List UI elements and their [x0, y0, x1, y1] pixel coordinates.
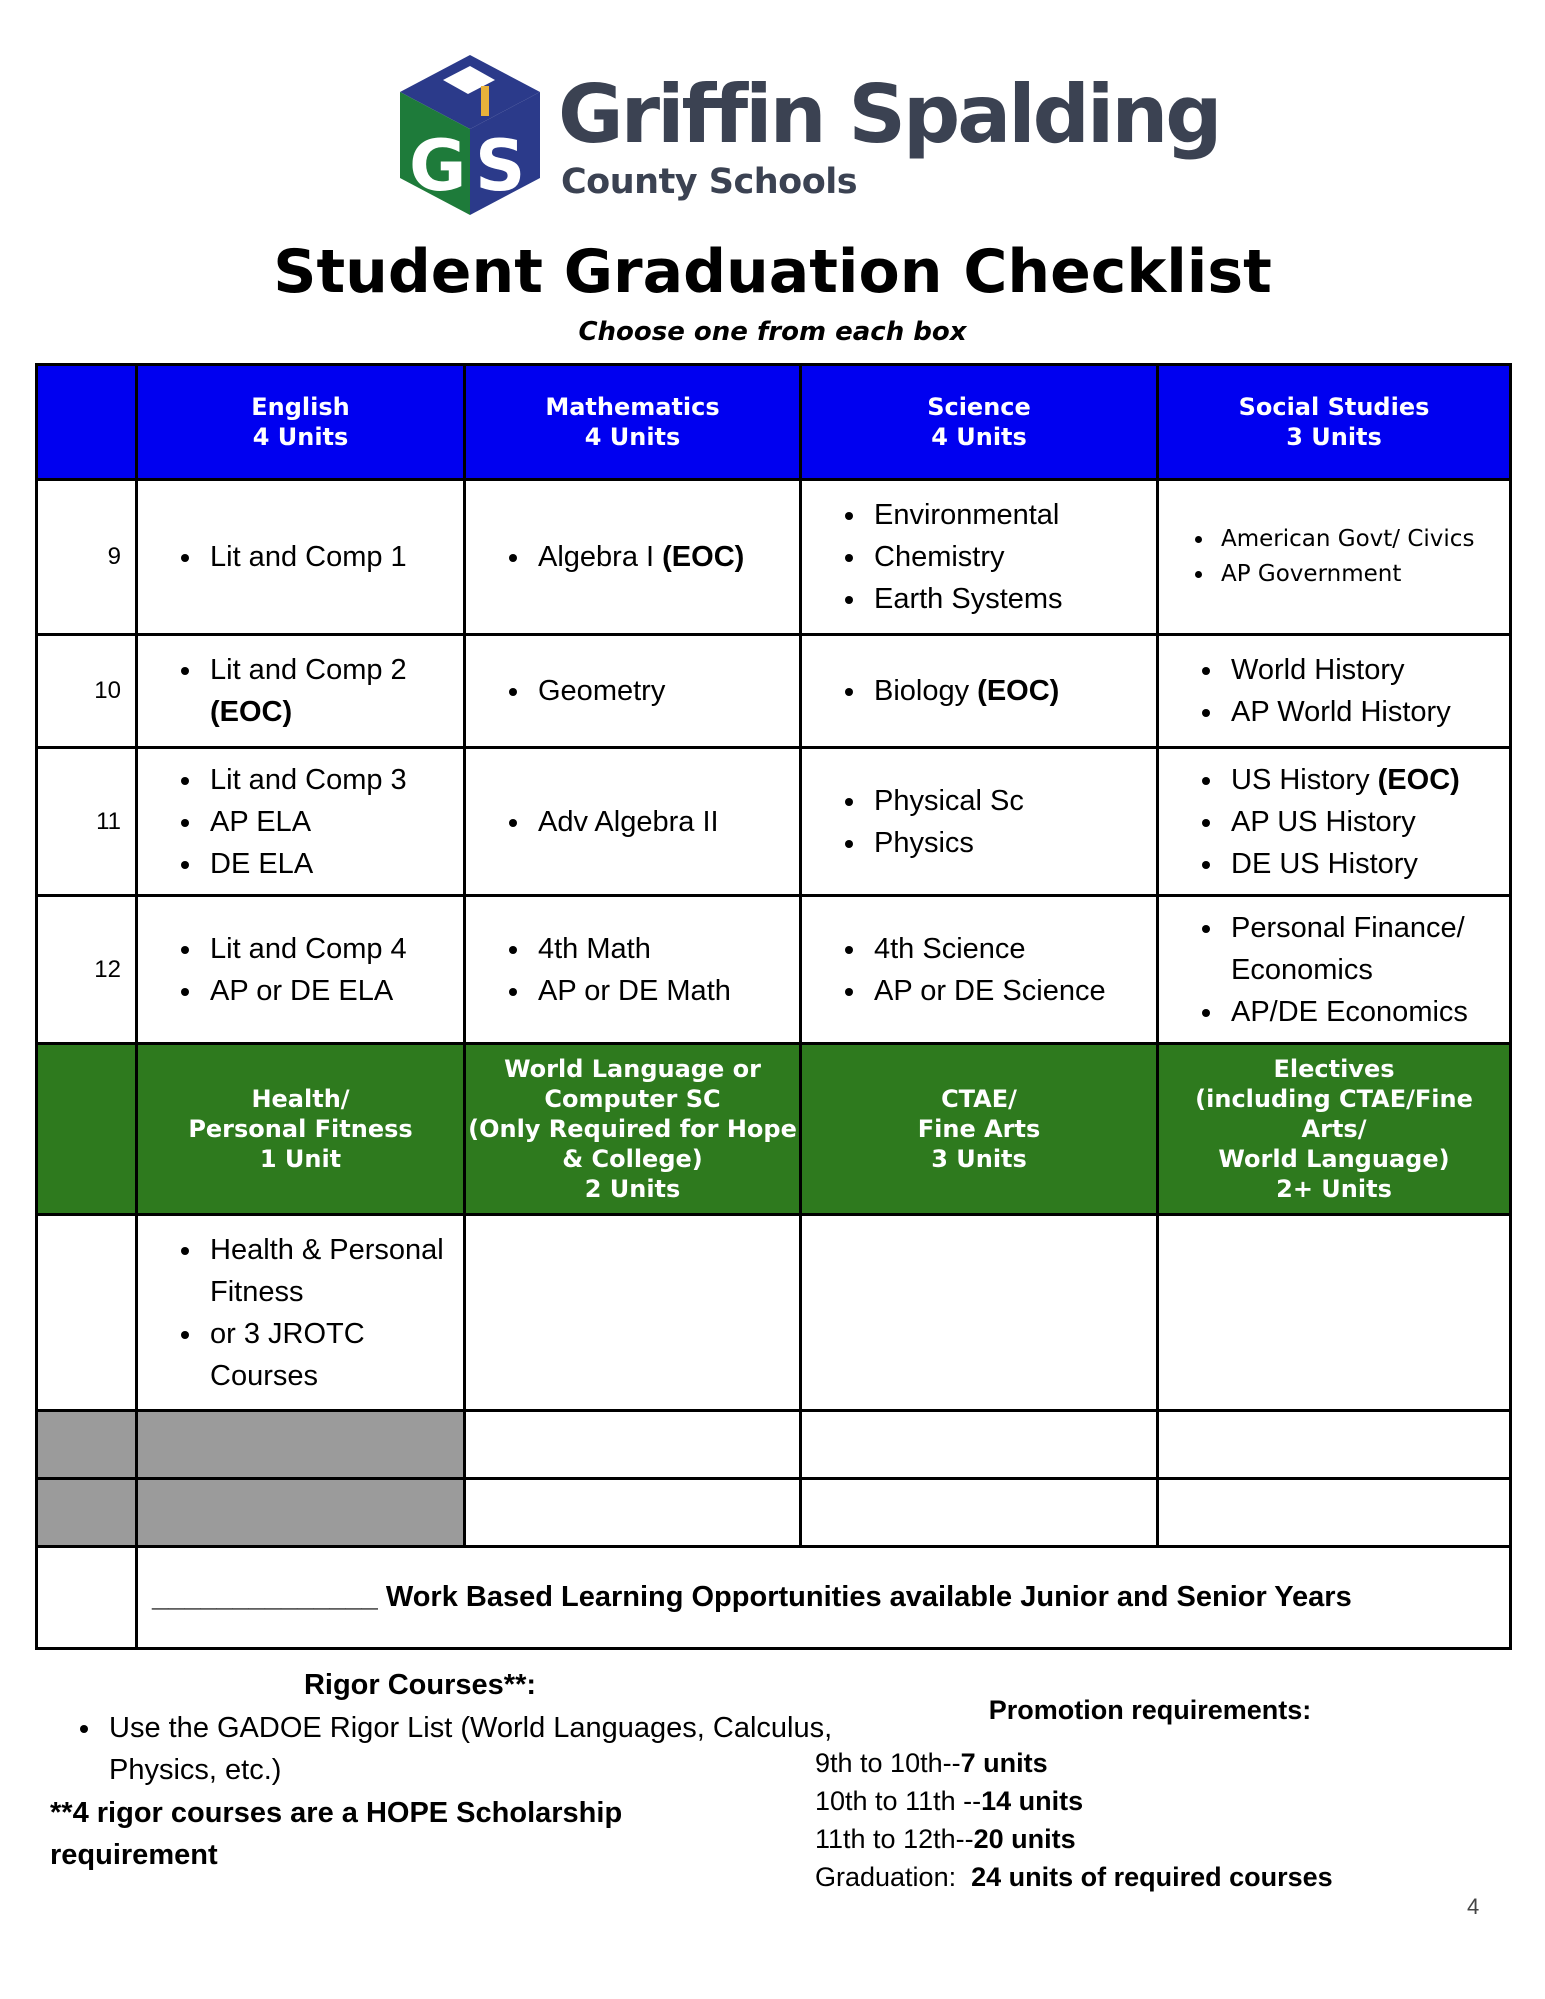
corner-cell: [37, 1044, 137, 1215]
course-cell: [801, 748, 1158, 896]
promotion-line: 11th to 12th--20 units: [815, 1824, 1076, 1854]
course-item: • 4th Math: [532, 928, 799, 970]
course-cell: [1158, 480, 1511, 635]
empty-cell: [465, 1411, 801, 1479]
course-item: • Lit and Comp 3: [204, 759, 463, 801]
course-item: • Lit and Comp 1: [204, 536, 463, 578]
header-line: World Language or: [504, 1055, 761, 1083]
course-cell: [137, 748, 465, 896]
course-item: • DE US History: [1225, 843, 1509, 885]
grade-label: 9: [37, 480, 137, 635]
header-line: CTAE/: [941, 1085, 1017, 1113]
grade-label: 10: [37, 635, 137, 748]
course-item: • Lit and Comp 2 (EOC): [204, 649, 463, 733]
grade-label: 11: [37, 748, 137, 896]
course-item: • AP ELA: [204, 801, 463, 843]
core-header-row: [37, 365, 1511, 480]
empty-cell: [801, 1215, 1158, 1411]
gs-cube-logo-icon: [395, 50, 545, 220]
promotion-line: 10th to 11th --14 units: [815, 1786, 1084, 1816]
health-header: [137, 1044, 465, 1215]
header-line: Fine Arts: [917, 1115, 1041, 1143]
promotion-line: Graduation: 24 units of required courses: [815, 1862, 1333, 1892]
course-item: • AP or DE Math: [532, 970, 799, 1012]
course-cell: [801, 480, 1158, 635]
blank-row: [37, 1411, 1511, 1479]
course-item: • Health & Personal Fitness: [204, 1229, 463, 1313]
course-cell: [137, 635, 465, 748]
course-cell: [1158, 748, 1511, 896]
course-item: • AP or DE Science: [868, 970, 1156, 1012]
course-item: • AP Government: [1215, 557, 1509, 592]
course-item: • Chemistry: [868, 536, 1156, 578]
header-line: & College): [562, 1145, 703, 1173]
course-cell: [465, 896, 801, 1044]
course-item: • AP/DE Economics: [1225, 991, 1509, 1033]
course-item: • Algebra I (EOC): [532, 536, 799, 578]
course-item: • Adv Algebra II: [532, 801, 799, 843]
course-item: • Physical Sc: [868, 780, 1156, 822]
grade-label: 12: [37, 896, 137, 1044]
empty-cell: [1158, 1215, 1511, 1411]
promotion-line: 9th to 10th--7 units: [815, 1748, 1048, 1778]
course-cell: [465, 480, 801, 635]
course-cell: [465, 748, 801, 896]
shaded-cell: [137, 1479, 465, 1547]
course-item: • Biology (EOC): [868, 670, 1156, 712]
course-item: • World History: [1225, 649, 1509, 691]
empty-cell: [1158, 1479, 1511, 1547]
electives-header: [1158, 1044, 1511, 1215]
ctae-header: [801, 1044, 1158, 1215]
header-line: World Language): [1218, 1145, 1450, 1173]
work-based-learning-row: [37, 1547, 1511, 1649]
rigor-title: Rigor Courses**:: [303, 1669, 537, 1701]
graduation-checklist-table: [35, 363, 1512, 1650]
header-line: 2+ Units: [1276, 1175, 1392, 1203]
course-item: • Use the GADOE Rigor List (World Languages, Calculus, Physics, etc.): [103, 1707, 863, 1791]
logo-name: Griffin Spalding: [558, 68, 1220, 161]
promotion-list: [815, 1744, 1505, 1896]
course-item: • DE ELA: [204, 843, 463, 885]
other-header-row: [37, 1044, 1511, 1215]
course-cell: [801, 896, 1158, 1044]
course-item: • US History (EOC): [1225, 759, 1509, 801]
empty-cell: [465, 1215, 801, 1411]
header-line: 1 Unit: [259, 1145, 342, 1173]
course-item: • American Govt/ Civics: [1215, 522, 1509, 557]
course-item: • Lit and Comp 4: [204, 928, 463, 970]
header-line: (including CTAE/Fine: [1195, 1085, 1473, 1113]
course-cell: [801, 635, 1158, 748]
course-cell: [137, 480, 465, 635]
header-line: Health/: [251, 1085, 350, 1113]
grade-row-11: [37, 748, 1511, 896]
shaded-cell: [37, 1411, 137, 1479]
grade-row-10: [37, 635, 1511, 748]
work-based-learning-text: ______________ Work Based Learning Opportunities available Junior and Senior Years: [137, 1547, 1511, 1649]
logo-subname: County Schools: [561, 162, 858, 202]
elective-courses-row: [37, 1215, 1511, 1411]
course-item: • Personal Finance/ Economics: [1225, 907, 1509, 991]
svg-text:S: S: [475, 125, 526, 207]
shaded-cell: [37, 1479, 137, 1547]
course-item: • Earth Systems: [868, 578, 1156, 620]
header-line: (Only Required for Hope: [468, 1115, 797, 1143]
course-cell: [137, 896, 465, 1044]
course-item: • Environmental: [868, 494, 1156, 536]
course-item: • 4th Science: [868, 928, 1156, 970]
empty-cell: [465, 1479, 801, 1547]
course-item: • AP US History: [1225, 801, 1509, 843]
course-item: • Geometry: [532, 670, 799, 712]
course-cell: [1158, 635, 1511, 748]
english-header: English 4 Units: [137, 365, 465, 480]
empty-cell: [801, 1479, 1158, 1547]
header-line: 2 Units: [584, 1175, 681, 1203]
empty-cell: [37, 1547, 137, 1649]
shaded-cell: [137, 1411, 465, 1479]
course-item: • or 3 JROTC Courses: [204, 1313, 463, 1397]
course-item: • Physics: [868, 822, 1156, 864]
page-title: Student Graduation Checklist: [273, 237, 1272, 307]
svg-text:G: G: [409, 125, 467, 207]
header-line: Electives: [1273, 1055, 1395, 1083]
blank-row: [37, 1479, 1511, 1547]
rigor-list: [35, 1707, 863, 1791]
empty-cell: [801, 1411, 1158, 1479]
header-line: 3 Units: [931, 1145, 1027, 1173]
course-cell: [137, 1215, 465, 1411]
course-cell: [1158, 896, 1511, 1044]
corner-cell: [37, 365, 137, 480]
course-item: • AP World History: [1225, 691, 1509, 733]
math-header: Mathematics 4 Units: [465, 365, 801, 480]
header-line: Computer SC: [544, 1085, 721, 1113]
grade-row-12: [37, 896, 1511, 1044]
world-language-header: [465, 1044, 801, 1215]
page-number: 4: [1467, 1894, 1480, 1919]
course-item: • AP or DE ELA: [204, 970, 463, 1012]
promotion-title: Promotion requirements:: [988, 1695, 1312, 1725]
course-cell: [465, 635, 801, 748]
rigor-note: **4 rigor courses are a HOPE Scholarship requirement: [50, 1797, 623, 1871]
grade-row-9: [37, 480, 1511, 635]
district-logo: [395, 50, 1220, 220]
social-studies-header: Social Studies 3 Units: [1158, 365, 1511, 480]
empty-cell: [37, 1215, 137, 1411]
empty-cell: [1158, 1411, 1511, 1479]
header-line: Personal Fitness: [188, 1115, 413, 1143]
header-line: Arts/: [1301, 1115, 1367, 1143]
science-header: Science 4 Units: [801, 365, 1158, 480]
page-subtitle: Choose one from each box: [578, 317, 967, 347]
